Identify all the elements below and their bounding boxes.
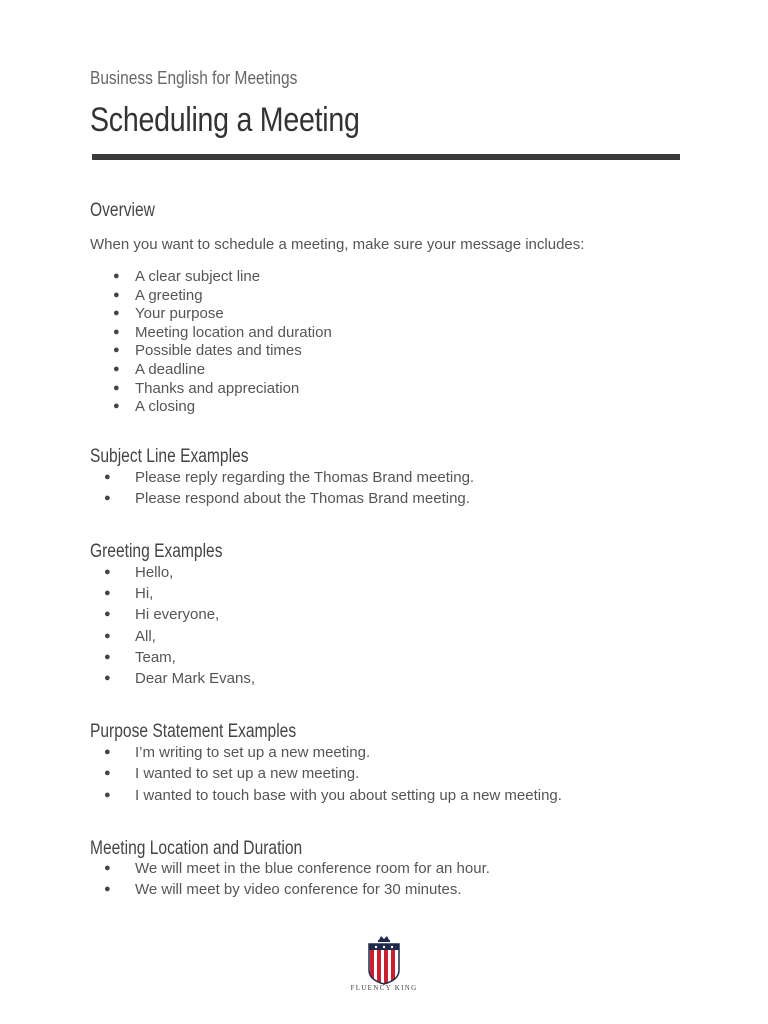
- list-item-text: Hi everyone,: [135, 606, 220, 624]
- location-heading: Meeting Location and Duration: [90, 838, 303, 859]
- bullet-icon: ●: [104, 629, 111, 642]
- logo-wordmark: FLUENCY KING: [350, 984, 418, 992]
- list-item-text: Hello,: [135, 564, 174, 581]
- greeting-heading: Greeting Examples: [90, 541, 223, 562]
- bullet-icon: ●: [113, 270, 120, 282]
- subject-line-heading: Subject Line Examples: [90, 446, 249, 467]
- list-item-text: We will meet in the blue conference room for an hour.: [135, 860, 490, 877]
- purpose-heading: Purpose Statement Examples: [90, 721, 297, 742]
- list-item-text: Please respond about the Thomas Brand meeting.: [135, 490, 470, 507]
- list-item-text: A greeting: [135, 286, 203, 304]
- bullet-icon: ●: [104, 608, 111, 621]
- page-title: Scheduling a Meeting: [90, 101, 360, 139]
- bullet-icon: ●: [104, 788, 111, 801]
- bullet-icon: ●: [104, 883, 111, 896]
- list-item-text: I wanted to touch base with you about setting up a new meeting.: [135, 786, 562, 804]
- bullet-icon: ●: [113, 381, 120, 394]
- list-item-text: We will meet by video conference for 30 minutes.: [135, 881, 462, 899]
- bullet-icon: ●: [113, 344, 120, 357]
- list-item-text: All,: [135, 627, 156, 645]
- bullet-icon: ●: [113, 288, 120, 301]
- list-item-text: A deadline: [135, 360, 206, 378]
- list-item-text: A clear subject line: [135, 268, 261, 285]
- bullet-icon: ●: [104, 587, 111, 600]
- bullet-icon: ●: [113, 307, 120, 320]
- list-item-text: Dear Mark Evans,: [135, 669, 256, 687]
- bullet-icon: ●: [113, 325, 120, 338]
- document-subtitle: Business English for Meetings: [90, 68, 298, 88]
- bullet-icon: ●: [113, 400, 120, 413]
- bullet-icon: ●: [104, 746, 111, 758]
- bullet-icon: ●: [104, 566, 111, 578]
- bullet-icon: ●: [104, 767, 111, 780]
- list-item-text: Your purpose: [135, 305, 224, 323]
- list-item-text: A closing: [135, 398, 196, 416]
- list-item-text: I wanted to set up a new meeting.: [135, 765, 360, 783]
- list-item-text: Hi,: [135, 585, 154, 603]
- overview-heading: Overview: [90, 200, 155, 221]
- list-item-text: Team,: [135, 648, 176, 666]
- title-divider: [92, 154, 680, 160]
- list-item-text: Thanks and appreciation: [135, 379, 300, 397]
- list-item-text: I’m writing to set up a new meeting.: [135, 744, 371, 761]
- list-item-text: Please reply regarding the Thomas Brand meeting.: [135, 469, 475, 486]
- overview-intro: When you want to schedule a meeting, make sure your message includes:: [90, 236, 585, 253]
- list-item-text: Possible dates and times: [135, 342, 302, 360]
- bullet-icon: ●: [104, 492, 111, 504]
- bullet-icon: ●: [104, 862, 111, 874]
- bullet-icon: ●: [113, 362, 120, 375]
- bullet-icon: ●: [104, 650, 111, 663]
- bullet-icon: ●: [104, 671, 111, 684]
- bullet-icon: ●: [104, 471, 111, 483]
- list-item-text: Meeting location and duration: [135, 323, 332, 341]
